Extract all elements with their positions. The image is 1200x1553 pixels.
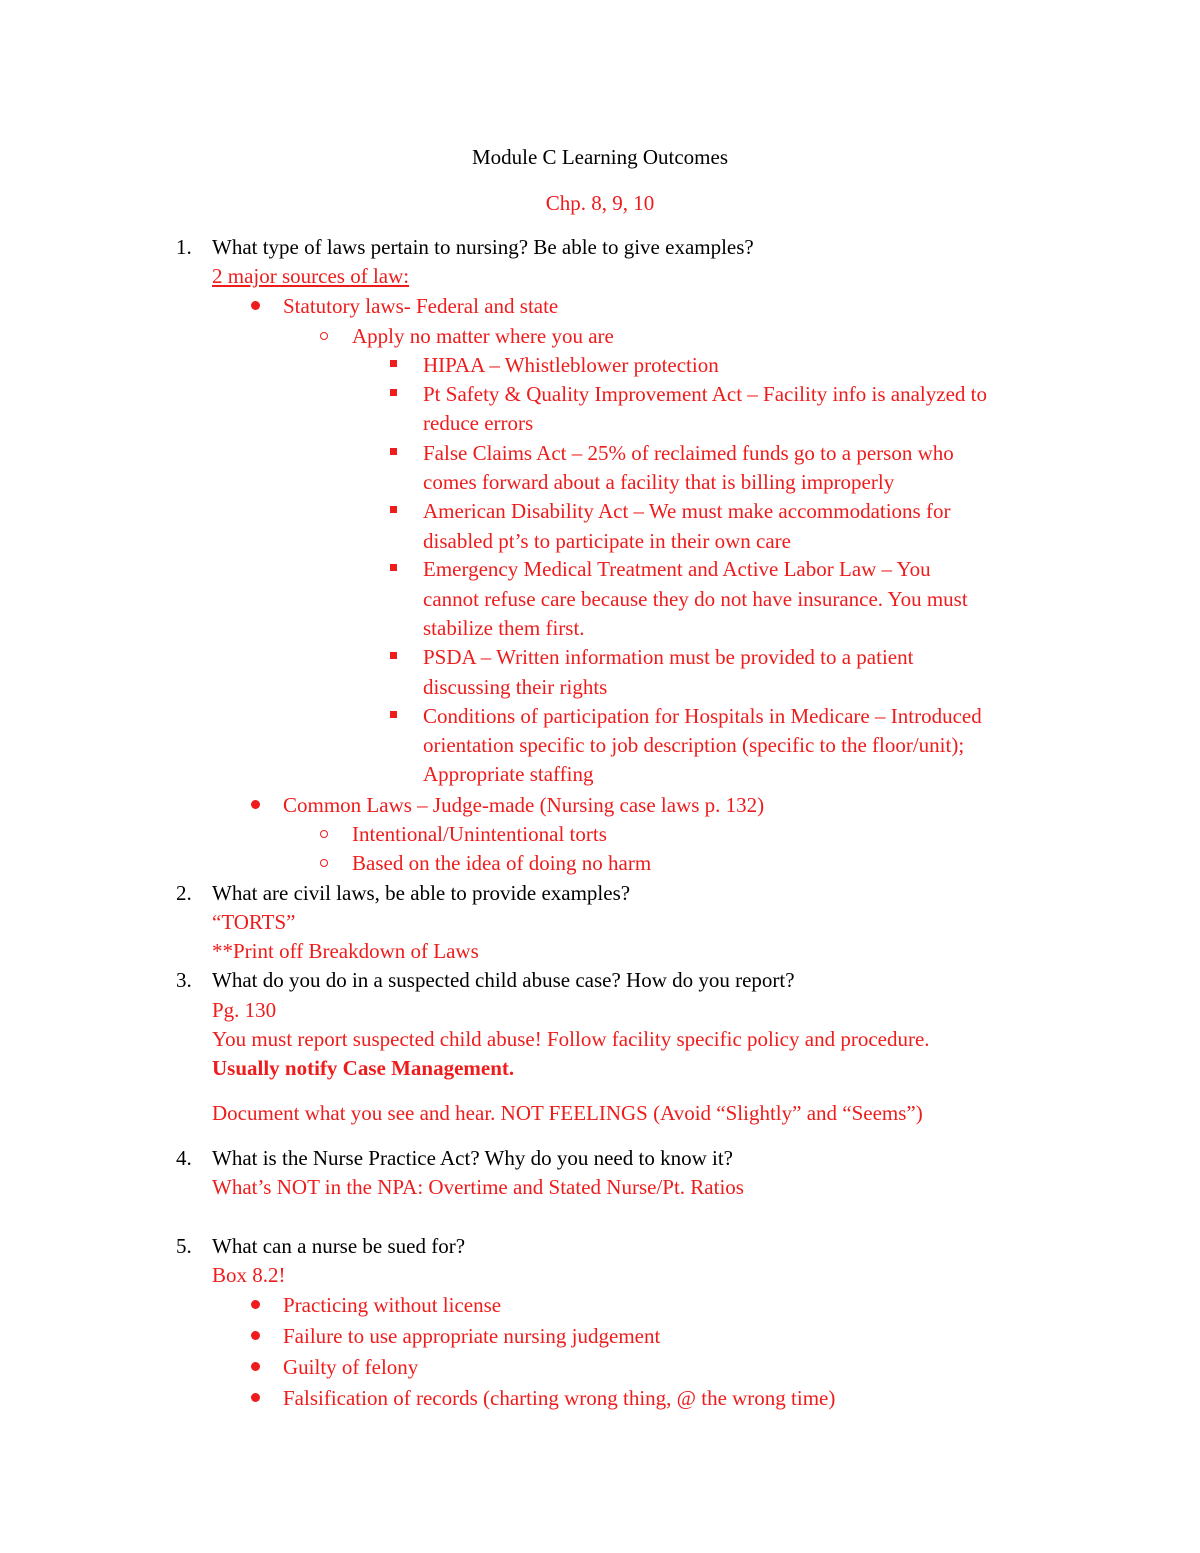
q3-question: What do you do in a suspected child abuse case? How do you report? — [212, 968, 795, 992]
bullet-dot-icon — [251, 1393, 260, 1402]
bullet-square-icon — [390, 652, 397, 659]
bullet-circle-icon — [320, 859, 328, 867]
bullet-dot-icon — [251, 301, 260, 310]
law-item-continuation: reduce errors — [423, 411, 534, 435]
q1-apply-anywhere: Apply no matter where you are — [352, 324, 614, 348]
law-item-continuation: discussing their rights — [423, 675, 608, 699]
bullet-circle-icon — [320, 830, 328, 838]
law-item-continuation: cannot refuse care because they do not have insurance. You must — [423, 587, 968, 611]
bullet-dot-icon — [251, 1362, 260, 1371]
law-item: False Claims Act – 25% of reclaimed funds go to a person who — [423, 441, 954, 465]
q1-sources-label: 2 major sources of law: — [212, 264, 410, 288]
q5-item: Failure to use appropriate nursing judgement — [283, 1324, 661, 1348]
law-item-continuation: stabilize them first. — [423, 616, 585, 640]
law-item-continuation: orientation specific to job description (specific to the floor/unit); — [423, 733, 965, 757]
q2-number: 2. — [176, 881, 192, 905]
law-item: Pt Safety & Quality Improvement Act – Facility info is analyzed to — [423, 382, 987, 406]
q4-question: What is the Nurse Practice Act? Why do you need to know it? — [212, 1146, 733, 1170]
bullet-dot-icon — [251, 1300, 260, 1309]
q3-number: 3. — [176, 968, 192, 992]
law-item-continuation: Appropriate staffing — [423, 762, 594, 786]
q1-number: 1. — [176, 235, 192, 259]
q4-number: 4. — [176, 1146, 192, 1170]
law-item-continuation: comes forward about a facility that is billing improperly — [423, 470, 895, 494]
q3-answer: You must report suspected child abuse! Follow facility specific policy and procedure. — [212, 1027, 930, 1051]
q5-item: Guilty of felony — [283, 1355, 419, 1379]
q2-answer: “TORTS” — [212, 910, 296, 934]
bullet-square-icon — [390, 448, 397, 455]
q5-question: What can a nurse be sued for? — [212, 1234, 466, 1258]
law-item: American Disability Act – We must make accommodations for — [423, 499, 951, 523]
law-item-continuation: disabled pt’s to participate in their own care — [423, 529, 791, 553]
q5-number: 5. — [176, 1234, 192, 1258]
bullet-square-icon — [390, 389, 397, 396]
q5-box-ref: Box 8.2! — [212, 1263, 286, 1287]
q4-answer: What’s NOT in the NPA: Overtime and Stated Nurse/Pt. Ratios — [212, 1175, 744, 1199]
bullet-square-icon — [390, 564, 397, 571]
law-item: Emergency Medical Treatment and Active Labor Law – You — [423, 557, 931, 581]
law-item: PSDA – Written information must be provided to a patient — [423, 645, 914, 669]
q3-document-note: Document what you see and hear. NOT FEELINGS (Avoid “Slightly” and “Seems”) — [212, 1101, 923, 1125]
q2-question: What are civil laws, be able to provide examples? — [212, 881, 631, 905]
law-item: Conditions of participation for Hospitals in Medicare – Introduced — [423, 704, 982, 728]
document-title: Module C Learning Outcomes — [471, 145, 729, 169]
q1-statutory-laws: Statutory laws- Federal and state — [283, 294, 559, 318]
bullet-circle-icon — [320, 332, 328, 340]
bullet-square-icon — [390, 360, 397, 367]
q3-page-ref: Pg. 130 — [212, 998, 277, 1022]
common-law-item: Intentional/Unintentional torts — [352, 822, 607, 846]
bullet-dot-icon — [251, 800, 260, 809]
q1-common-laws: Common Laws – Judge-made (Nursing case laws p. 132) — [283, 793, 765, 817]
q3-emphasis: Usually notify Case Management. — [212, 1056, 515, 1080]
law-item: HIPAA – Whistleblower protection — [423, 353, 719, 377]
q1-question: What type of laws pertain to nursing? Be able to give examples? — [212, 235, 754, 259]
q2-note: **Print off Breakdown of Laws — [212, 939, 479, 963]
bullet-dot-icon — [251, 1331, 260, 1340]
q5-item: Practicing without license — [283, 1293, 502, 1317]
common-law-item: Based on the idea of doing no harm — [352, 851, 652, 875]
bullet-square-icon — [390, 711, 397, 718]
chapter-reference: Chp. 8, 9, 10 — [545, 191, 655, 215]
q5-item: Falsification of records (charting wrong thing, @ the wrong time) — [283, 1386, 836, 1410]
bullet-square-icon — [390, 506, 397, 513]
